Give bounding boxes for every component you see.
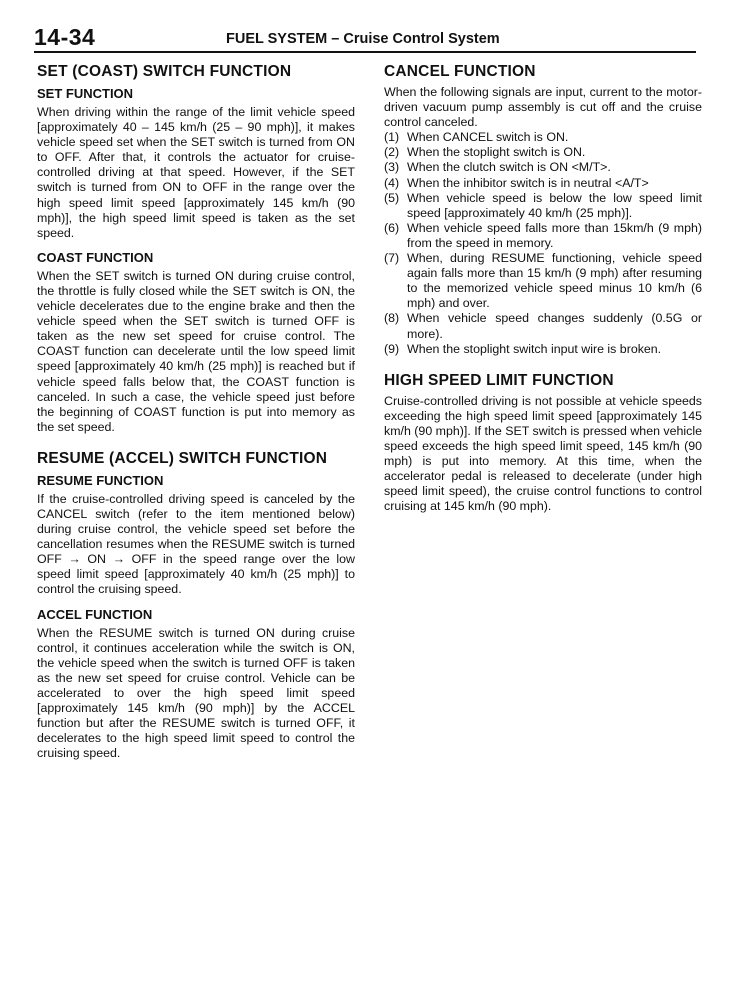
item-text: When vehicle speed is below the low speed limit speed [approximately 40 km/h (25 mph)]. — [407, 190, 702, 220]
list-item — [384, 160, 702, 175]
item-text: When the inhibitor switch is in neutral <A/T> — [407, 175, 649, 190]
item-text: When the clutch switch is ON <M/T>. — [407, 160, 611, 175]
page-number: 14-34 — [34, 24, 96, 50]
list-item — [384, 191, 702, 221]
right-column — [384, 62, 702, 514]
item-number: (7) — [384, 251, 400, 266]
item-number: (6) — [384, 220, 400, 235]
page-header — [34, 22, 696, 52]
resume-accel-heading: RESUME (ACCEL) SWITCH FUNCTION — [37, 449, 328, 467]
set-function-text: When driving within the range of the limit vehicle speed [approximately 40 – 145 km/h (25 – 90 mph)], it makes vehicle speed set when the SET switch is turned from ON to OFF. After that, it controls the actuator for cruise-controlled driving at that speed. However, if the SET switch is turned from ON to OFF in the range over the high speed limit speed [approximately 145 km/h (90 mph)], the high speed limit speed is taken as the set speed. — [37, 105, 355, 240]
list-item — [384, 176, 702, 191]
list-item — [384, 130, 702, 145]
section-title: FUEL SYSTEM – Cruise Control System — [226, 31, 500, 47]
item-number: (4) — [384, 175, 400, 190]
item-number: (2) — [384, 145, 400, 160]
list-item — [384, 251, 702, 311]
item-text: When the stoplight switch is ON. — [407, 145, 586, 160]
coast-function-heading: COAST FUNCTION — [37, 249, 154, 265]
item-number: (9) — [384, 341, 400, 356]
item-text: When the stoplight switch input wire is broken. — [407, 341, 662, 356]
cancel-intro: When the following signals are input, current to the motor-driven vacuum pump assembly is cut off and the cruise control canceled. — [384, 85, 702, 130]
header-rule — [34, 51, 696, 53]
accel-function-text: When the RESUME switch is turned ON during cruise control, it continues acceleration while the switch is ON, the vehicle speed when the switch is turned OFF is taken as the new set speed for cruise control. Vehicle can be accelerated to over the high speed limit speed [approximately 145 km/h (90 mph)] by the ACCEL function but after the RESUME switch is turned OFF, it decelerates to the high speed limit speed to control the cruising speed. — [37, 625, 355, 761]
list-item — [384, 311, 702, 341]
cancel-conditions-list — [384, 130, 702, 356]
coast-function-text: When the SET switch is turned ON during cruise control, the throttle is fully closed while the SET switch is ON, the vehicle decelerates due to the engine brake and then the vehicle speed when the SET switch is turned OFF is taken as the new set speed for cruise control. The COAST function can decelerate until the low speed limit speed [approximately 40 km/h (25 mph)] is reached but if vehicle speed falls below that, the COAST function is canceled. In such a case, the vehicle speed just before the beginning of COAST function is put into memory as the set speed. — [37, 268, 355, 434]
left-column — [37, 62, 355, 761]
item-text: When vehicle speed falls more than 15km/h (9 mph) from the speed in memory. — [407, 220, 702, 250]
cancel-heading: CANCEL FUNCTION — [384, 63, 536, 80]
list-item — [384, 145, 702, 160]
item-number: (5) — [384, 190, 400, 205]
item-number: (3) — [384, 160, 400, 175]
item-text: When, during RESUME functioning, vehicle speed again falls more than 15 km/h (9 mph) after resuming to the memorized vehicle speed minus 10 km/h (6 mph) and over. — [407, 251, 702, 311]
resume-function-heading: RESUME FUNCTION — [37, 472, 164, 488]
set-function-heading: SET FUNCTION — [37, 86, 134, 101]
item-text: When CANCEL switch is ON. — [407, 130, 569, 145]
item-number: (1) — [384, 130, 400, 145]
list-item — [384, 221, 702, 251]
high-speed-limit-heading: HIGH SPEED LIMIT FUNCTION — [384, 371, 614, 389]
list-item — [384, 342, 702, 357]
high-speed-limit-text: Cruise-controlled driving is not possible at vehicle speeds exceeding the high speed limit speed [approximately 145 km/h (90 mph)]. If the SET switch is pressed when vehicle speed exceeds the high speed limit speed, 145 km/h (90 mph) is put into memory. At this time, when the accelerator pedal is released to decelerate (under high speed limit speed), the cruise control functions to control cruising at 145 km/h (90 mph). — [384, 393, 702, 514]
resume-function-text: If the cruise-controlled driving speed is canceled by the CANCEL switch (refer to the item mentioned below) during cruise control, the vehicle speed set before the cancellation resumes when the RESUME switch is turned OFF → ON → OFF in the speed range over the low speed limit speed [approximately 40 km/h (25 mph)] to control the cruising speed. — [37, 491, 355, 597]
accel-function-heading: ACCEL FUNCTION — [37, 606, 153, 622]
item-number: (8) — [384, 311, 400, 326]
item-text: When vehicle speed changes suddenly (0.5G or more). — [407, 311, 702, 341]
set-coast-heading: SET (COAST) SWITCH FUNCTION — [37, 63, 292, 80]
